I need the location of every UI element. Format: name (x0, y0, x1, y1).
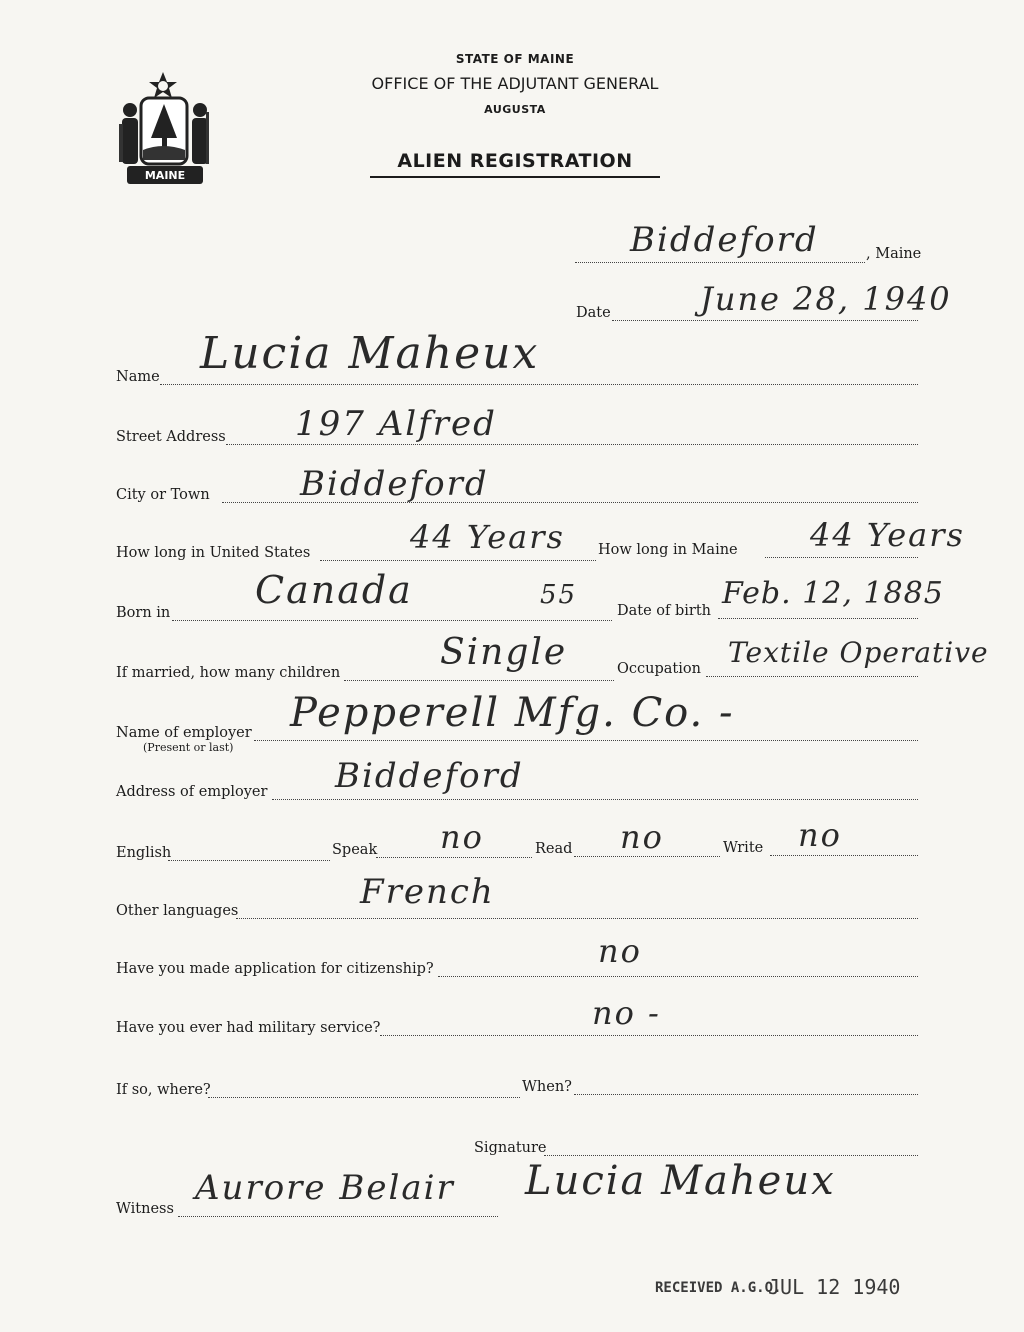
married-entry: Single (440, 632, 568, 673)
military-dots (380, 1035, 918, 1036)
name-dots (160, 384, 918, 385)
street-label: Street Address (116, 429, 226, 445)
when-dots (574, 1094, 918, 1095)
city-label: City or Town (116, 487, 210, 503)
date-of-birth-label: Date of birth (617, 603, 712, 619)
military-label: Have you ever had military service? (116, 1020, 381, 1036)
write-label: Write (723, 840, 764, 856)
born-in-entry: Canada (255, 568, 413, 612)
read-label: Read (535, 841, 573, 857)
read-dots (574, 856, 720, 857)
age-entry: 55 (540, 580, 578, 610)
date-label: Date (576, 305, 611, 321)
when-label: When? (522, 1079, 572, 1095)
how-long-us-dots (320, 560, 596, 561)
employer-label: Name of employer (116, 725, 252, 741)
date-dots (612, 320, 918, 321)
if-so-where-dots (208, 1097, 520, 1098)
town-dots (575, 262, 865, 263)
employer-address-entry: Biddeford (335, 756, 524, 796)
how-long-maine-dots (765, 557, 918, 558)
english-dots (168, 860, 330, 861)
received-stamp-date: JUL 12 1940 (768, 1275, 901, 1299)
employer-entry: Pepperell Mfg. Co. - (290, 690, 735, 736)
speak-dots (376, 857, 532, 858)
write-dots (770, 855, 918, 856)
occupation-entry: Textile Operative (728, 636, 989, 669)
signature-entry: Lucia Maheux (525, 1158, 836, 1204)
seal-banner-text: MAINE (144, 169, 186, 182)
date-of-birth-entry: Feb. 12, 1885 (722, 576, 944, 611)
speak-label: Speak (332, 842, 378, 858)
city-entry: Biddeford (300, 464, 489, 504)
other-languages-dots (236, 918, 918, 919)
married-dots (344, 680, 614, 681)
date-entry: June 28, 1940 (700, 280, 952, 318)
maine-suffix-label: , Maine (866, 246, 922, 262)
occupation-dots (706, 676, 918, 677)
state-seal (113, 66, 221, 192)
born-in-dots (172, 620, 612, 621)
signature-dots (544, 1155, 918, 1156)
english-label: English (116, 845, 172, 861)
street-dots (226, 444, 918, 445)
witness-label: Witness (116, 1201, 174, 1217)
name-entry: Lucia Maheux (200, 328, 540, 379)
witness-dots (178, 1216, 498, 1217)
town-entry: Biddeford (630, 220, 819, 260)
street-entry: 197 Alfred (295, 404, 497, 444)
citizenship-dots (438, 976, 918, 977)
other-languages-label: Other languages (116, 903, 239, 919)
name-label: Name (116, 369, 160, 385)
employer-note: (Present or last) (143, 741, 234, 754)
date-of-birth-dots (718, 618, 918, 619)
how-long-maine-label: How long in Maine (598, 542, 738, 558)
if-so-where-label: If so, where? (116, 1082, 211, 1098)
employer-address-dots (272, 799, 918, 800)
speak-entry: no (440, 818, 484, 856)
header-state: STATE OF MAINE (455, 52, 575, 66)
witness-entry: Aurore Belair (195, 1168, 455, 1208)
header-office: OFFICE OF THE ADJUTANT GENERAL (371, 74, 659, 93)
military-entry: no - (592, 994, 661, 1032)
write-entry: no (798, 816, 842, 854)
read-entry: no (620, 818, 664, 856)
how-long-us-label: How long in United States (116, 545, 311, 561)
header-city: AUGUSTA (484, 103, 546, 116)
employer-address-label: Address of employer (116, 784, 268, 800)
citizenship-label: Have you made application for citizenship? (116, 961, 434, 977)
citizenship-entry: no (598, 932, 642, 970)
occupation-label: Occupation (617, 661, 701, 677)
other-languages-entry: French (360, 872, 495, 912)
born-in-label: Born in (116, 605, 171, 621)
how-long-us-entry: 44 Years (410, 518, 565, 556)
how-long-maine-entry: 44 Years (810, 516, 965, 554)
signature-label: Signature (474, 1140, 547, 1156)
married-label: If married, how many children (116, 665, 341, 681)
employer-dots (254, 740, 918, 741)
received-stamp: RECEIVED A.G.O. (655, 1280, 782, 1296)
form-title: ALIEN REGISTRATION (370, 150, 660, 178)
